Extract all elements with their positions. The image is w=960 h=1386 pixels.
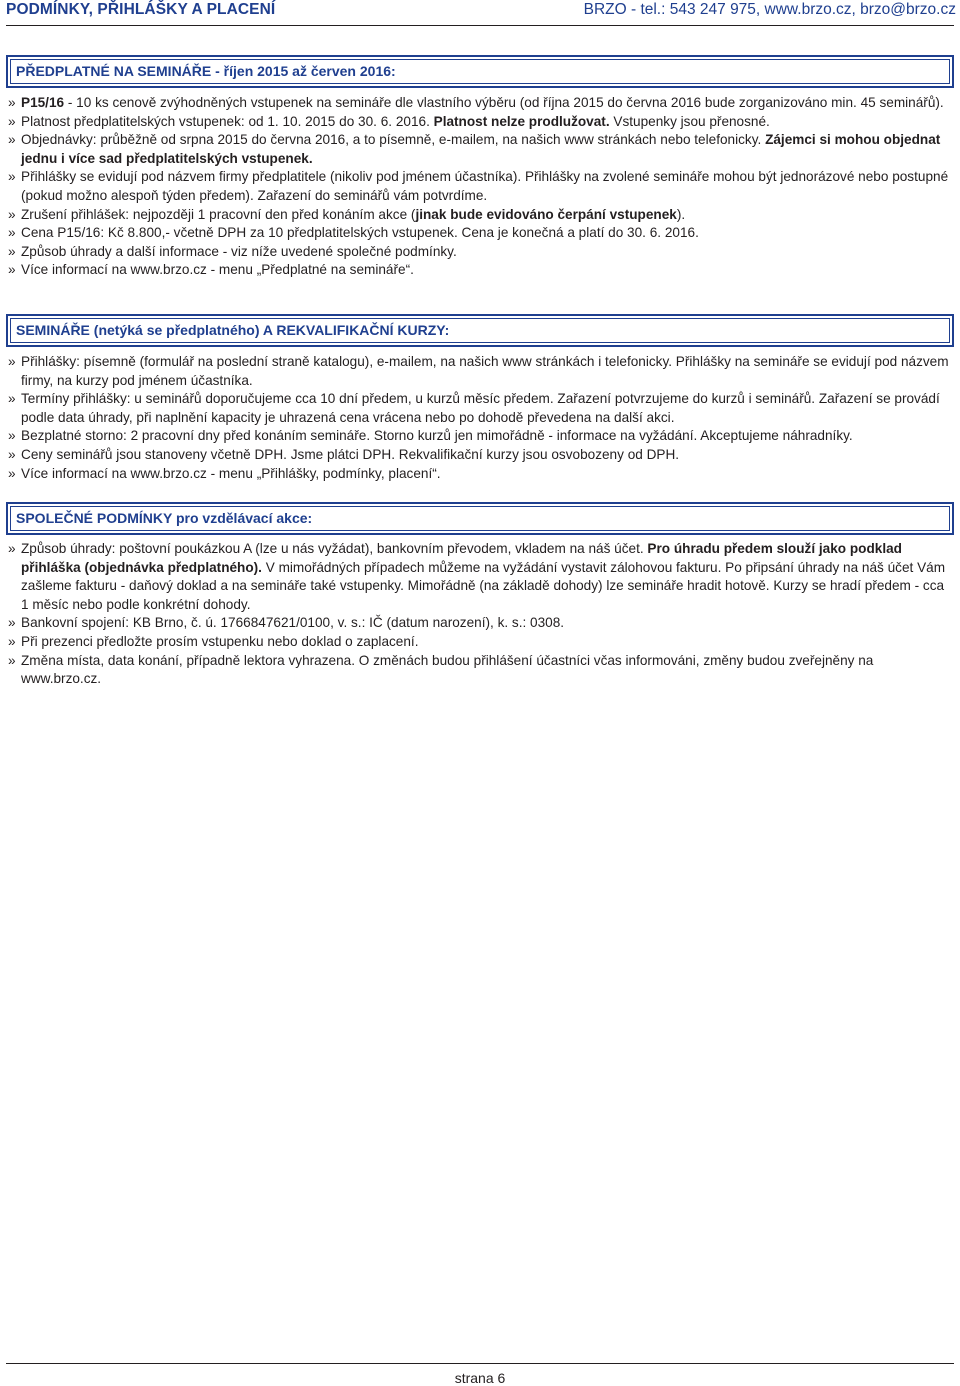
- header-divider: [6, 25, 954, 26]
- item-text: Při prezenci předložte prosím vstupenku nebo doklad o zaplacení.: [21, 633, 419, 649]
- bullet-marker: »: [8, 113, 16, 129]
- header-contact: BRZO - tel.: 543 247 975, www.brzo.cz, brzo@brzo.cz: [583, 1, 956, 18]
- item-bold-text: Zájemci si mohou objednat jednu i více sad předplatitelských vstupenek.: [21, 132, 941, 166]
- list-item: [8, 633, 955, 652]
- item-text: Přihlášky se evidují pod názvem firmy předplatitele (nikoliv pod jménem účastníka). Přihlášky na zvolené semináře mohou být jednorázové nebo postupné (pokud možno alespoň týden předem). Zařazení do seminářů vám potvrdíme.: [21, 169, 949, 203]
- section-heading-subscription: [6, 55, 954, 88]
- item-text: ).: [676, 206, 686, 222]
- item-bold-text: Platnost nelze prodlužovat.: [433, 113, 610, 129]
- item-text: Platnost předplatitelských vstupenek: od 1. 10. 2015 do 30. 6. 2016.: [21, 113, 434, 129]
- list-item: [8, 652, 955, 689]
- bullet-marker: »: [8, 262, 16, 278]
- bullet-marker: »: [8, 206, 16, 222]
- bullet-marker: »: [8, 428, 16, 444]
- item-text: Přihlášky: písemně (formulář na poslední straně katalogu), e-mailem, na našich www stránkách i telefonicky. Přihlášky na semináře se evidují pod názvem firmy, na kurzy pod jménem účastníka.: [21, 354, 949, 388]
- section-heading-text: SEMINÁŘE (netýká se předplatného) A REKVALIFIKAČNÍ KURZY:: [10, 318, 950, 343]
- footer-divider: [6, 1363, 954, 1364]
- list-item: [8, 261, 955, 280]
- section-heading-common-conditions: [6, 502, 954, 535]
- list-item: [8, 353, 955, 390]
- bullet-marker: »: [8, 465, 16, 481]
- item-text: V mimořádných případech můžeme na vyžádání vystavit zálohovou fakturu. Po připsání úhrady na náš účet Vám zašleme fakturu - daňový doklad a na semináře také vstupenky. Mimořádně (na základě dohody) lze semináře hradit hotově. Kurzy se hradí předem - cca 1 měsíc nebo podle konkrétní dohody.: [21, 559, 946, 612]
- item-text: Zrušení přihlášek: nejpozději 1 pracovní den před konáním akce (: [21, 206, 416, 222]
- bullet-marker: »: [8, 95, 16, 110]
- list-item: [8, 427, 955, 446]
- list-item: [8, 614, 955, 633]
- list-item: [8, 243, 955, 262]
- item-text: Cena P15/16: Kč 8.800,- včetně DPH za 10 předplatitelských vstupenek. Cena je konečná a platí do 30. 6. 2016.: [21, 225, 699, 241]
- list-item: [8, 540, 955, 614]
- bullet-marker: »: [8, 169, 16, 185]
- list-item: [8, 206, 955, 225]
- bullet-marker: »: [8, 354, 16, 369]
- bullet-marker: »: [8, 225, 16, 241]
- section-body-common-conditions: [8, 540, 955, 689]
- item-text: Způsob úhrady a další informace - viz níže uvedené společné podmínky.: [21, 243, 457, 259]
- list-item: [8, 113, 955, 132]
- item-text: Změna místa, data konání, případně lektora vyhrazena. O změnách budou přihlášení účastníci včas informováni, změny budou zveřejněny na www.brzo.cz.: [21, 652, 874, 687]
- page-header: [0, 0, 960, 26]
- bullet-marker: »: [8, 243, 16, 259]
- item-text: Způsob úhrady: poštovní poukázkou A (lze u nás vyžádat), bankovním převodem, vkladem na náš účet.: [21, 541, 648, 556]
- section-heading-text: SPOLEČNÉ PODMÍNKY pro vzdělávací akce:: [10, 506, 950, 531]
- item-bold-text: P15/16: [21, 95, 65, 110]
- item-text: Více informací na www.brzo.cz - menu „Přihlášky, podmínky, placení“.: [21, 465, 441, 481]
- item-text: Termíny přihlášky: u seminářů doporučujeme cca 10 dní předem, u kurzů měsíc předem. Zařazení potvrzujeme do kurzů i seminářů. Zařazení se provádí podle data úhrady, při naplnění kapacity je uhrazená cena vrácena nebo po dohodě převedena na další akci.: [21, 391, 940, 425]
- bullet-marker: »: [8, 652, 16, 668]
- item-bold-text: Pro úhradu předem slouží jako podklad přihláška (objednávka předplatného).: [21, 541, 902, 575]
- item-text: Bezplatné storno: 2 pracovní dny před konáním semináře. Storno kurzů jen mimořádně - informace na vyžádání. Akceptujeme náhradníky.: [21, 428, 853, 444]
- header-title: PODMÍNKY, PŘIHLÁŠKY A PLACENÍ: [6, 1, 276, 18]
- item-text: Více informací na www.brzo.cz - menu „Předplatné na semináře“.: [21, 262, 414, 278]
- item-text: Objednávky: průběžně od srpna 2015 do června 2016, a to písemně, e-mailem, na našich www stránkách nebo telefonicky.: [21, 132, 766, 148]
- list-item: [8, 131, 955, 168]
- section-heading-seminars: [6, 314, 954, 347]
- list-item: [8, 390, 955, 427]
- bullet-marker: »: [8, 615, 16, 631]
- bullet-marker: »: [8, 541, 16, 556]
- item-text: Vstupenky jsou přenosné.: [609, 113, 770, 129]
- section-heading-text: PŘEDPLATNÉ NA SEMINÁŘE - říjen 2015 až červen 2016:: [10, 59, 950, 84]
- item-text: - 10 ks cenově zvýhodněných vstupenek na semináře dle vlastního výběru (od října 2015 do června 2016 bude zorganizováno min. 45 seminářů).: [64, 95, 944, 110]
- section-body-seminars: [8, 353, 955, 483]
- list-item: [8, 94, 955, 113]
- list-item: [8, 168, 955, 205]
- bullet-marker: »: [8, 633, 16, 649]
- bullet-marker: »: [8, 446, 16, 462]
- bullet-marker: »: [8, 391, 16, 407]
- bullet-marker: »: [8, 132, 16, 148]
- list-item: [8, 224, 955, 243]
- list-item: [8, 465, 955, 484]
- section-body-subscription: [8, 94, 955, 280]
- page-number: strana 6: [454, 1370, 506, 1386]
- item-text: Bankovní spojení: KB Brno, č. ú. 1766847621/0100, v. s.: IČ (datum narození), k. s.: 0308.: [21, 615, 565, 631]
- item-text: Ceny seminářů jsou stanoveny včetně DPH. Jsme plátci DPH. Rekvalifikační kurzy jsou osvobozeny od DPH.: [21, 446, 680, 462]
- list-item: [8, 446, 955, 465]
- item-bold-text: jinak bude evidováno čerpání vstupenek: [415, 206, 677, 222]
